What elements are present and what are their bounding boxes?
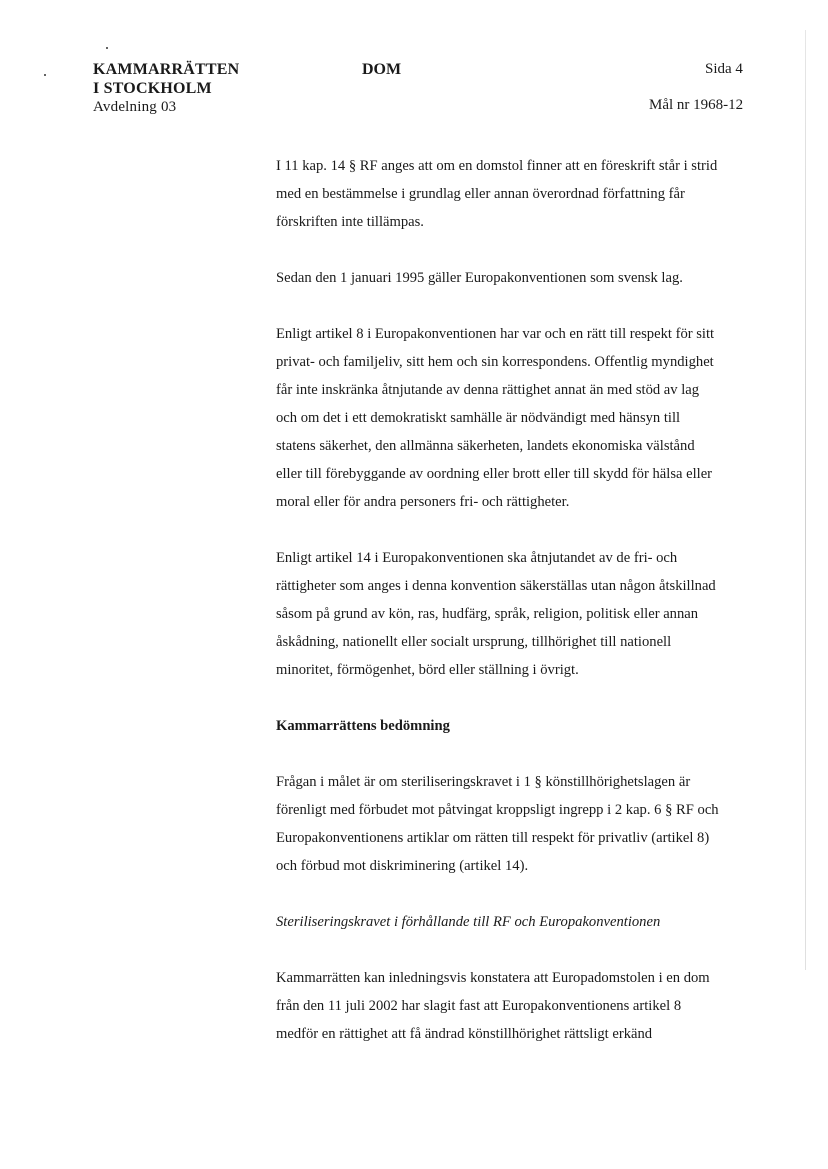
- text-line: såsom på grund av kön, ras, hudfärg, språk, religion, politisk eller annan: [276, 606, 699, 622]
- scan-speck: [44, 74, 46, 76]
- text-line: rättigheter som anges i denna konvention säkerställas utan någon åtskillnad: [276, 578, 716, 594]
- document-type: DOM: [362, 61, 402, 78]
- text-line: minoritet, förmögenhet, börd eller ställning i övrigt.: [276, 662, 579, 678]
- text-line: får inte inskränka åtnjutande av denna rättighet annat än med stöd av lag: [276, 382, 700, 398]
- text-line: med en bestämmelse i grundlag eller annan överordnad författning får: [276, 186, 685, 202]
- text-line: statens säkerhet, den allmänna säkerheten, landets ekonomiska välstånd: [276, 438, 695, 454]
- text-line: eller till förebyggande av oordning eller brott eller till skydd för hälsa eller: [276, 466, 713, 482]
- paragraph-article-14: [276, 544, 796, 684]
- section-heading: Kammarrättens bedömning: [276, 718, 450, 734]
- text-line: moral eller för andra personers fri- och rättigheter.: [276, 494, 570, 510]
- paragraph-convention-law: [276, 264, 796, 292]
- text-line: Kammarrätten kan inledningsvis konstatera att Europadomstolen i en dom: [276, 970, 710, 986]
- paragraph-question: [276, 768, 796, 880]
- page-number: Sida 4: [705, 61, 743, 77]
- text-line: från den 11 juli 2002 har slagit fast att Europakonventionens artikel 8: [276, 998, 682, 1014]
- court-name-block: [93, 60, 239, 117]
- text-line: och om det i ett demokratiskt samhälle är nödvändigt med hänsyn till: [276, 410, 681, 426]
- text-line: I 11 kap. 14 § RF anges att om en domstol finner att en föreskrift står i strid: [276, 158, 718, 174]
- text-line: privat- och familjeliv, sitt hem och sin korrespondens. Offentlig myndighet: [276, 354, 714, 370]
- scan-edge-line: [805, 30, 806, 970]
- document-body: [276, 152, 796, 1076]
- text-line: Enligt artikel 14 i Europakonventionen ska åtnjutandet av de fri- och: [276, 550, 678, 566]
- text-line: åskådning, nationellt eller socialt ursprung, tillhörighet till nationell: [276, 634, 672, 650]
- text-line: medför en rättighet att få ändrad könstillhörighet rättsligt erkänd: [276, 1026, 653, 1042]
- scan-speck: [106, 47, 108, 49]
- text-line: förskriften inte tillämpas.: [276, 214, 424, 230]
- paragraph-rf-11-14: [276, 152, 796, 236]
- court-name-line1: KAMMARRÄTTEN: [93, 61, 240, 78]
- division-label: Avdelning 03: [93, 99, 177, 115]
- text-line: och förbud mot diskriminering (artikel 14).: [276, 858, 529, 874]
- court-name-line2: I STOCKHOLM: [93, 80, 212, 97]
- text-line: Europakonventionens artiklar om rätten till respekt för privatliv (artikel 8): [276, 830, 710, 846]
- section-subheading: Steriliseringskravet i förhållande till RF och Europakonventionen: [276, 914, 661, 930]
- text-line: förenligt med förbudet mot påtvingat kroppsligt ingrepp i 2 kap. 6 § RF och: [276, 802, 719, 818]
- text-line: Sedan den 1 januari 1995 gäller Europakonventionen som svensk lag.: [276, 270, 683, 286]
- case-number: Mål nr 1968-12: [649, 97, 744, 113]
- paragraph-article-8: [276, 320, 796, 516]
- text-line: Frågan i målet är om steriliseringskravet i 1 § könstillhörighetslagen är: [276, 774, 691, 790]
- paragraph-european-court: [276, 964, 796, 1048]
- text-line: Enligt artikel 8 i Europakonventionen har var och en rätt till respekt för sitt: [276, 326, 715, 342]
